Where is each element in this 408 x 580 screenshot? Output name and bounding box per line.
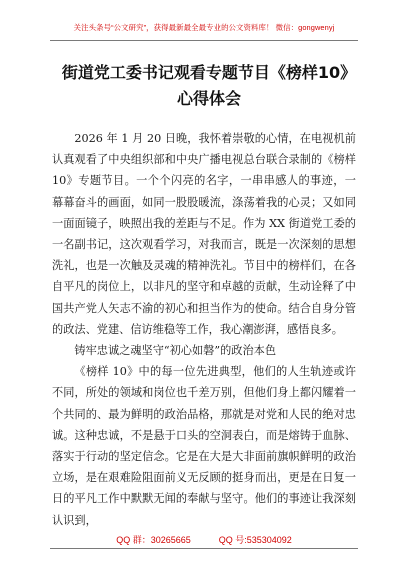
footer-qq-group: QQ 群：30265665 bbox=[116, 535, 191, 545]
body-paragraph-1: 2026 年 1 月 20 日晚，我怀着崇敬的心情，在电视机前认真观看了中央组织部和中央广播电视总台联合录制的《榜样 10》专题节目。一个个闪亮的名字，一串串感人的事迹，一幕幕奋斗的画面，如同一股股暖流，涤荡着我的心灵；又如同一面面镜子，映照出我的差距与不足。作为 XX 街道党工委的一名副书记，这次观看学习，对我而言，既是一次深刻的思想洗礼，也是一次触及灵魂的精神洗礼。节目中的榜样们，在各自平凡的岗位上，以非凡的坚守和卓越的贡献，生动诠释了中国共产党人矢志不渝的初心和担当作为的使命。结合自身分管的政法、党建、信访维稳等工作，我心潮澎湃，感悟良多。 bbox=[52, 132, 356, 336]
document-title: 街道党工委书记观看专题节目《榜样10》心得体会 bbox=[61, 63, 357, 108]
footer-qq-number: QQ 号:535304092 bbox=[218, 535, 292, 545]
document-body bbox=[52, 128, 356, 531]
footer-contact bbox=[0, 533, 408, 546]
header-divider bbox=[50, 40, 358, 41]
body-paragraph-2: 《榜样 10》中的每一位先进典型，他们的人生轨迹或许不同，所处的领域和岗位也千差万别，但他们身上都闪耀着一个共同的、最为鲜明的政治品格，那就是对党和人民的绝对忠诚。这种忠诚，不是悬于口头的空洞表白，而是熔铸于血脉、落实于行动的坚定信念。它是在大是大非面前旗帜鲜明的政治立场，是在艰难险阻面前义无反顾的挺身而出，更是在日复一日的平凡工作中默默无闻的奉献与坚守。他们的事迹让我深刻认识到， bbox=[52, 365, 356, 527]
header-banner: 关注头条号“公文研究”，获得最新最全最专业的公文资料库！ 微信：gongwenyj bbox=[73, 23, 335, 32]
section-heading: 铸牢忠诚之魂坚守“初心如磐”的政治本色 bbox=[74, 344, 277, 358]
footer-divider bbox=[50, 548, 358, 549]
